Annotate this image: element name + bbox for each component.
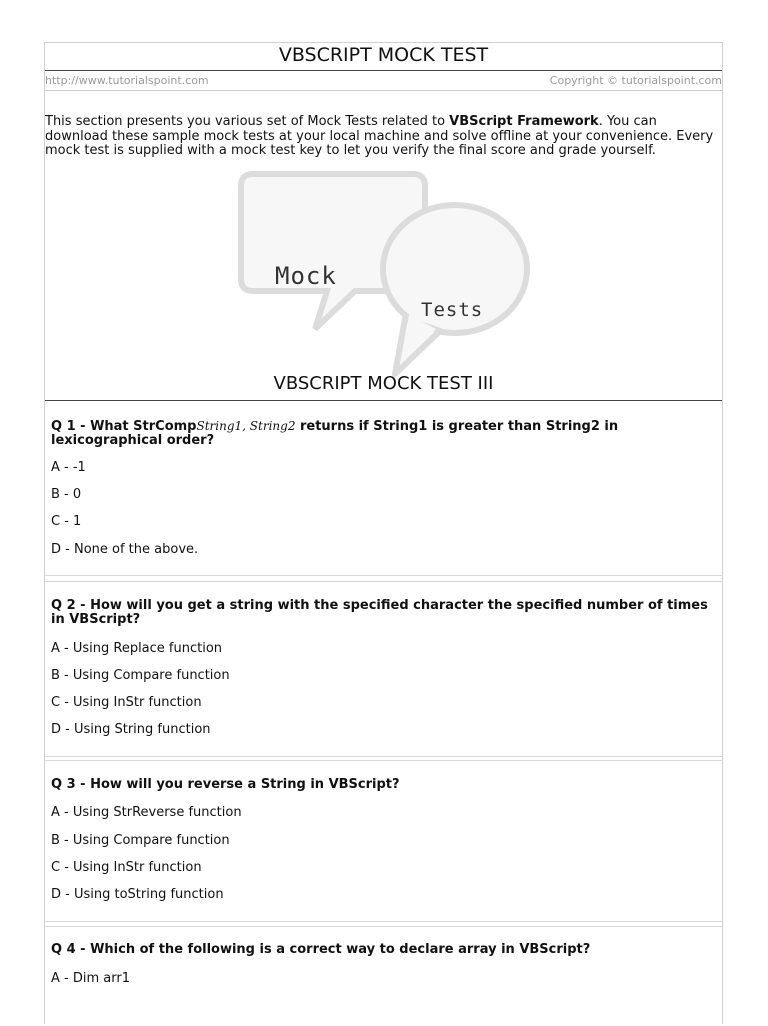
question-card-1	[45, 401, 722, 576]
option-3d: D - Using toString function	[51, 887, 224, 902]
option-1c: C - 1	[51, 514, 82, 529]
question-text-1	[51, 419, 716, 448]
option-3a: A - Using StrReverse function	[51, 805, 242, 820]
option-4a: A - Dim arr1	[51, 971, 130, 986]
question-text-2: Q 2 - How will you get a string with the specified character the specified number of times in VBScript?	[51, 598, 708, 627]
logo-word-tests: Tests	[421, 299, 484, 321]
option-2b: B - Using Compare function	[51, 668, 230, 683]
intro-bold-text: VBScript Framework	[449, 114, 599, 129]
intro-text-2: . You can download these sample mock tests at your local machine and solve offline at your convenience. Every mock test is supplied with a mock test key to let you verify the final score and grade yourself.	[45, 114, 714, 158]
option-2a: A - Using Replace function	[51, 641, 223, 656]
option-1d: D - None of the above.	[51, 542, 199, 557]
document-page	[44, 42, 723, 1024]
intro-paragraph	[45, 115, 722, 159]
question-text-3: Q 3 - How will you reverse a String in VBScript?	[51, 777, 400, 792]
question-1-args: String1, String2	[196, 419, 296, 433]
question-1-prefix: Q 1 - What StrComp	[51, 419, 197, 434]
header-divider	[45, 90, 722, 91]
copyright-text: Copyright © tutorialspoint.com	[549, 74, 722, 87]
option-3c: C - Using InStr function	[51, 860, 202, 875]
option-1a: A - -1	[51, 460, 86, 475]
intro-text-1: This section presents you various set of Mock Tests related to	[45, 114, 450, 129]
site-url-link[interactable]: http://www.tutorialspoint.com	[45, 74, 209, 87]
question-card-4	[45, 926, 722, 1026]
option-2d: D - Using String function	[51, 722, 211, 737]
section-title: VBSCRIPT MOCK TEST III	[273, 373, 494, 394]
question-card-2	[45, 581, 722, 757]
question-text-4: Q 4 - Which of the following is a correct way to declare array in VBScript?	[51, 942, 591, 957]
document-title: VBSCRIPT MOCK TEST	[278, 44, 489, 66]
question-1-suffix: returns if String1 is greater than String2 in lexicographical order?	[51, 419, 619, 448]
option-2c: C - Using InStr function	[51, 695, 202, 710]
question-card-3	[45, 760, 722, 922]
option-3b: B - Using Compare function	[51, 833, 230, 848]
mock-tests-logo	[235, 169, 535, 384]
title-divider	[45, 70, 722, 71]
logo-word-mock: Mock	[275, 262, 337, 290]
option-1b: B - 0	[51, 487, 82, 502]
